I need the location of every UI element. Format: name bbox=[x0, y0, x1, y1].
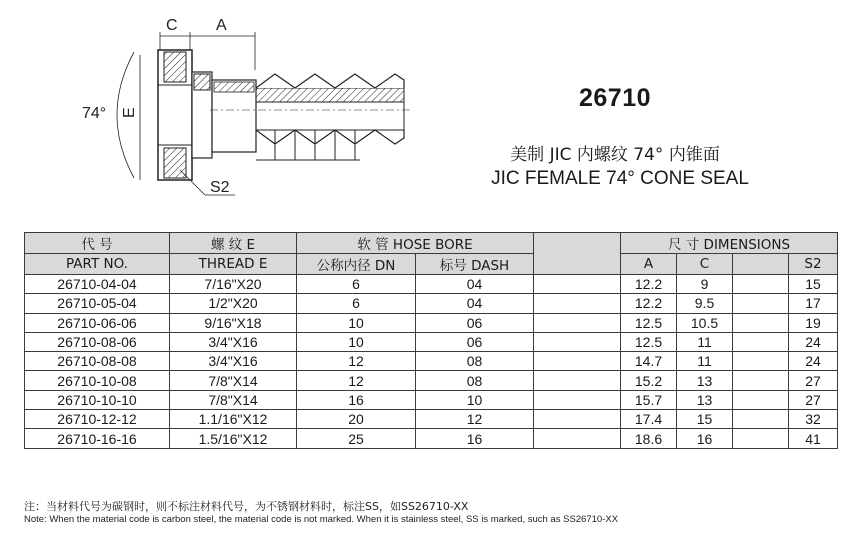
table-row bbox=[25, 371, 838, 390]
cell-thread: 7/16"X20 bbox=[170, 275, 297, 294]
cell-dn: 6 bbox=[297, 294, 416, 313]
note-chinese: 注：当材料代号为碳钢时，则不标注材料代号，为不锈钢材料时，标注SS，如SS26710-XX bbox=[24, 500, 469, 513]
cell-blank bbox=[733, 275, 789, 294]
cell-a: 14.7 bbox=[621, 352, 677, 371]
cell-c: 11 bbox=[677, 352, 733, 371]
cell-dash: 08 bbox=[416, 352, 534, 371]
header-part-cn: 代 号 bbox=[25, 233, 170, 254]
cell-dash: 06 bbox=[416, 313, 534, 332]
cell-thread: 7/8"X14 bbox=[170, 371, 297, 390]
cell-blank bbox=[534, 429, 621, 448]
cell-thread: 1.1/16"X12 bbox=[170, 410, 297, 429]
cell-c: 13 bbox=[677, 371, 733, 390]
cell-blank bbox=[733, 390, 789, 409]
cell-dash: 08 bbox=[416, 371, 534, 390]
cell-dn: 12 bbox=[297, 371, 416, 390]
cell-s2: 17 bbox=[789, 294, 838, 313]
cell-dash: 12 bbox=[416, 410, 534, 429]
cell-part: 26710-10-08 bbox=[25, 371, 170, 390]
cell-thread: 7/8"X14 bbox=[170, 390, 297, 409]
cell-c: 10.5 bbox=[677, 313, 733, 332]
cell-dn: 10 bbox=[297, 332, 416, 351]
cell-dash: 06 bbox=[416, 332, 534, 351]
header-blank-2 bbox=[733, 254, 789, 275]
cell-blank bbox=[733, 352, 789, 371]
cell-part: 26710-06-06 bbox=[25, 313, 170, 332]
cell-s2: 41 bbox=[789, 429, 838, 448]
header-thread-e: THREAD E bbox=[170, 254, 297, 275]
cell-a: 12.2 bbox=[621, 294, 677, 313]
label-a: A bbox=[216, 17, 227, 34]
cell-dash: 16 bbox=[416, 429, 534, 448]
cell-blank bbox=[534, 352, 621, 371]
header-dn: 公称内径 DN bbox=[297, 254, 416, 275]
header-s2: S2 bbox=[789, 254, 838, 275]
cell-dn: 12 bbox=[297, 352, 416, 371]
cell-s2: 24 bbox=[789, 332, 838, 351]
cell-a: 12.2 bbox=[621, 275, 677, 294]
cell-a: 12.5 bbox=[621, 332, 677, 351]
header-a: A bbox=[621, 254, 677, 275]
cell-part: 26710-10-10 bbox=[25, 390, 170, 409]
cell-s2: 19 bbox=[789, 313, 838, 332]
spec-table bbox=[24, 232, 838, 449]
cell-s2: 15 bbox=[789, 275, 838, 294]
cell-dash: 10 bbox=[416, 390, 534, 409]
cell-blank bbox=[733, 332, 789, 351]
cell-c: 9.5 bbox=[677, 294, 733, 313]
cell-dash: 04 bbox=[416, 275, 534, 294]
cell-blank bbox=[534, 313, 621, 332]
title-english: JIC FEMALE 74° CONE SEAL bbox=[491, 168, 749, 189]
cell-blank bbox=[534, 410, 621, 429]
part-number-title: 26710 bbox=[578, 84, 652, 112]
header-blank bbox=[534, 233, 621, 275]
header-dash: 标号 DASH bbox=[416, 254, 534, 275]
cell-dash: 04 bbox=[416, 294, 534, 313]
cell-dn: 20 bbox=[297, 410, 416, 429]
cell-blank bbox=[534, 390, 621, 409]
cell-blank bbox=[733, 313, 789, 332]
note-english: Note: When the material code is carbon steel, the material code is not marked. When it is stainless steel, SS is marked, such as SS26710-XX bbox=[24, 514, 619, 525]
cell-a: 18.6 bbox=[621, 429, 677, 448]
header-c: C bbox=[677, 254, 733, 275]
table-row bbox=[25, 390, 838, 409]
cell-c: 9 bbox=[677, 275, 733, 294]
cell-thread: 9/16"X18 bbox=[170, 313, 297, 332]
header-thread-cn: 螺 纹 E bbox=[170, 233, 297, 254]
cell-dn: 16 bbox=[297, 390, 416, 409]
cell-a: 12.5 bbox=[621, 313, 677, 332]
table-row bbox=[25, 352, 838, 371]
cell-blank bbox=[534, 332, 621, 351]
cell-s2: 27 bbox=[789, 371, 838, 390]
cell-dn: 25 bbox=[297, 429, 416, 448]
cell-part: 26710-05-04 bbox=[25, 294, 170, 313]
header-part-no: PART NO. bbox=[25, 254, 170, 275]
cell-c: 11 bbox=[677, 332, 733, 351]
cell-blank bbox=[733, 371, 789, 390]
table-row bbox=[25, 313, 838, 332]
cell-blank bbox=[534, 371, 621, 390]
table-row bbox=[25, 429, 838, 448]
table-row bbox=[25, 410, 838, 429]
cell-a: 15.7 bbox=[621, 390, 677, 409]
cell-thread: 1.5/16"X12 bbox=[170, 429, 297, 448]
cell-s2: 32 bbox=[789, 410, 838, 429]
cell-s2: 27 bbox=[789, 390, 838, 409]
header-hose-bore: 软 管 HOSE BORE bbox=[297, 233, 534, 254]
cell-dn: 10 bbox=[297, 313, 416, 332]
cell-part: 26710-08-08 bbox=[25, 352, 170, 371]
table-row bbox=[25, 275, 838, 294]
cell-thread: 1/2"X20 bbox=[170, 294, 297, 313]
cell-blank bbox=[534, 275, 621, 294]
cell-part: 26710-04-04 bbox=[25, 275, 170, 294]
cell-thread: 3/4"X16 bbox=[170, 352, 297, 371]
title-chinese: 美制 JIC 内螺纹 74° 内锥面 bbox=[510, 145, 720, 165]
cell-part: 26710-12-12 bbox=[25, 410, 170, 429]
label-s2: S2 bbox=[210, 179, 230, 196]
cell-s2: 24 bbox=[789, 352, 838, 371]
label-e: E bbox=[121, 107, 138, 118]
cell-thread: 3/4"X16 bbox=[170, 332, 297, 351]
label-angle: 74° bbox=[82, 105, 107, 122]
cell-blank bbox=[534, 294, 621, 313]
fitting-drawing bbox=[60, 10, 460, 220]
table-row bbox=[25, 294, 838, 313]
cell-blank bbox=[733, 410, 789, 429]
cell-a: 17.4 bbox=[621, 410, 677, 429]
label-c: C bbox=[166, 17, 178, 34]
cell-part: 26710-08-06 bbox=[25, 332, 170, 351]
cell-blank bbox=[733, 294, 789, 313]
header-dimensions: 尺 寸 DIMENSIONS bbox=[621, 233, 838, 254]
cell-dn: 6 bbox=[297, 275, 416, 294]
table-row bbox=[25, 332, 838, 351]
cell-part: 26710-16-16 bbox=[25, 429, 170, 448]
cell-c: 15 bbox=[677, 410, 733, 429]
cell-a: 15.2 bbox=[621, 371, 677, 390]
cell-blank bbox=[733, 429, 789, 448]
cell-c: 13 bbox=[677, 390, 733, 409]
cell-c: 16 bbox=[677, 429, 733, 448]
